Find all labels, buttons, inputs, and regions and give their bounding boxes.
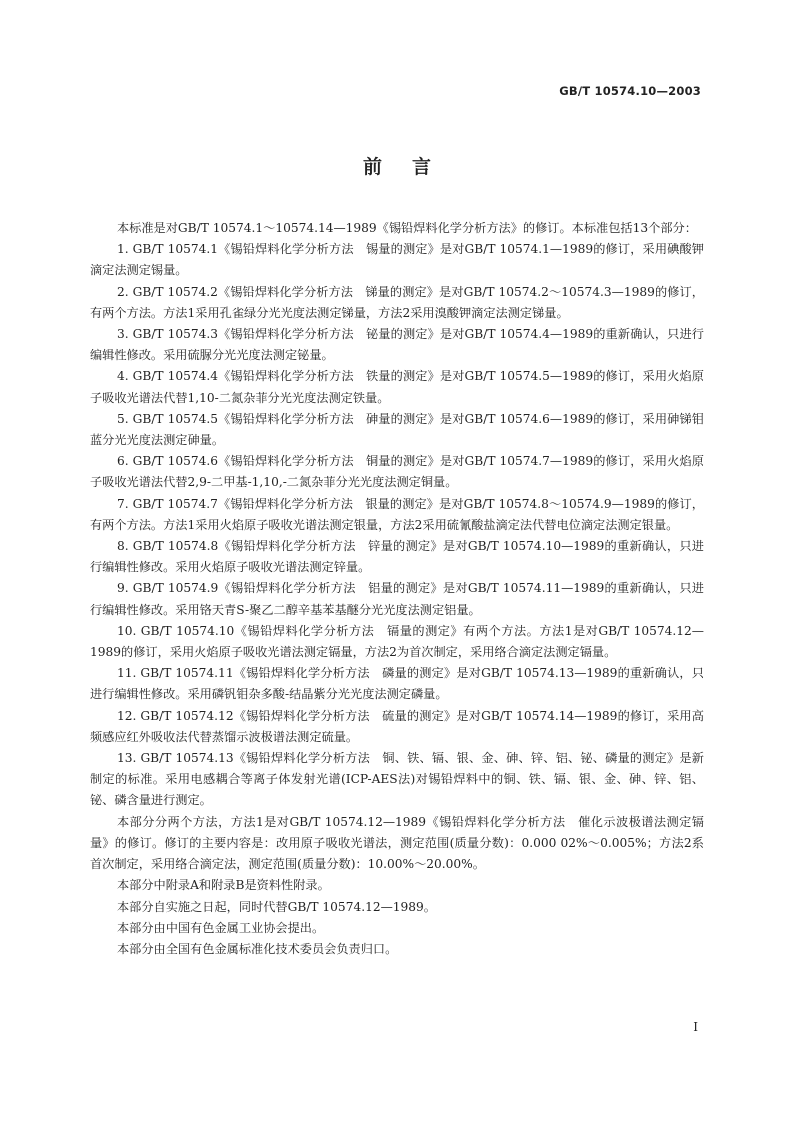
- paragraph-item-1: 1. GB/T 10574.1《锡铅焊料化学分析方法 锡量的测定》是对GB/T 10574.1—1989的修订，采用碘酸钾滴定法测定锡量。: [90, 242, 704, 278]
- paragraph-item-4: 4. GB/T 10574.4《锡铅焊料化学分析方法 铁量的测定》是对GB/T 10574.5—1989的修订，采用火焰原子吸收光谱法代替1,10-二氮杂菲分光光度法测定铁量。: [90, 369, 704, 405]
- paragraph-methods: 本部分分两个方法，方法1是对GB/T 10574.12—1989《锡铅焊料化学分析方法 催化示波极谱法测定镉量》的修订。修订的主要内容是：改用原子吸收光谱法，测定范围(质量分数)：0.000 02%～0.005%；方法2系首次制定，采用络合滴定法，测定范围(质量分数)：10.00%～20.00%。: [90, 814, 704, 872]
- paragraph-item-8: 8. GB/T 10574.8《锡铅焊料化学分析方法 锌量的测定》是对GB/T 10574.10—1989的重新确认，只进行编辑性修改。采用火焰原子吸收光谱法测定锌量。: [90, 539, 704, 575]
- paragraph-item-9: 9. GB/T 10574.9《锡铅焊料化学分析方法 铝量的测定》是对GB/T 10574.11—1989的重新确认，只进行编辑性修改。采用铬天青S-聚乙二醇辛基苯基醚分光光度法测定铝量。: [90, 581, 704, 617]
- paragraph-item-3: 3. GB/T 10574.3《锡铅焊料化学分析方法 铋量的测定》是对GB/T 10574.4—1989的重新确认，只进行编辑性修改。采用硫脲分光光度法测定铋量。: [90, 327, 704, 363]
- paragraph-item-12: 12. GB/T 10574.12《锡铅焊料化学分析方法 硫量的测定》是对GB/T 10574.14—1989的修订，采用高频感应红外吸收法代替蒸馏示波极谱法测定硫量。: [90, 708, 704, 744]
- paragraph-item-6: 6. GB/T 10574.6《锡铅焊料化学分析方法 铜量的测定》是对GB/T 10574.7—1989的修订，采用火焰原子吸收光谱法代替2,9-二甲基-1,10,-二氮杂菲分光光度法测定铜量。: [90, 454, 704, 490]
- page-number: I: [693, 1020, 698, 1034]
- paragraph-item-5: 5. GB/T 10574.5《锡铅焊料化学分析方法 砷量的测定》是对GB/T 10574.6—1989的修订，采用砷锑钼蓝分光光度法测定砷量。: [90, 411, 704, 448]
- paragraph-item-7: 7. GB/T 10574.7《锡铅焊料化学分析方法 银量的测定》是对GB/T 10574.8～10574.9—1989的修订，有两个方法。方法1采用火焰原子吸收光谱法测定银量，方法2采用硫氰酸盐滴定法代替电位滴定法测定银量。: [90, 496, 704, 532]
- paragraph-appendix: 本部分中附录A和附录B是资料性附录。: [117, 878, 330, 893]
- paragraph-item-11: 11. GB/T 10574.11《锡铅焊料化学分析方法 磷量的测定》是对GB/T 10574.13—1989的重新确认，只进行编辑性修改。采用磷钒钼杂多酸-结晶紫分光光度法测定磷量。: [90, 666, 704, 702]
- paragraph-intro: 本标准是对GB/T 10574.1～10574.14—1989《锡铅焊料化学分析方法》的修订。本标准包括13个部分：: [117, 221, 697, 235]
- paragraph-managed-by: 本部分由全国有色金属标准化技术委员会负责归口。: [117, 941, 398, 956]
- paragraph-item-10: 10. GB/T 10574.10《锡铅焊料化学分析方法 镉量的测定》有两个方法。方法1是对GB/T 10574.12—1989的修订，采用火焰原子吸收光谱法测定镉量，方法2为首次制定，采用络合滴定法测定镉量。: [90, 623, 704, 660]
- standard-number: GB/T 10574.10—2003: [559, 84, 701, 98]
- paragraph-proposed-by: 本部分由中国有色金属工业协会提出。: [117, 920, 325, 935]
- paragraph-item-13: 13. GB/T 10574.13《锡铅焊料化学分析方法 铜、铁、镉、银、金、砷、锌、铝、铋、磷量的测定》是新制定的标准。采用电感耦合等离子体发射光谱(ICP-AES法)对锡铅焊料中的铜、铁、镉、银、金、砷、锌、铝、铋、磷含量进行测定。: [90, 751, 704, 808]
- document-body: [90, 218, 704, 960]
- paragraph-item-2: 2. GB/T 10574.2《锡铅焊料化学分析方法 锑量的测定》是对GB/T 10574.2～10574.3—1989的修订，有两个方法。方法1采用孔雀绿分光光度法测定锑量，方法2采用溴酸钾滴定法测定锑量。: [90, 284, 704, 320]
- page-title: 前言: [362, 156, 461, 178]
- paragraph-replaces: 本部分自实施之日起，同时代替GB/T 10574.12—1989。: [117, 899, 436, 914]
